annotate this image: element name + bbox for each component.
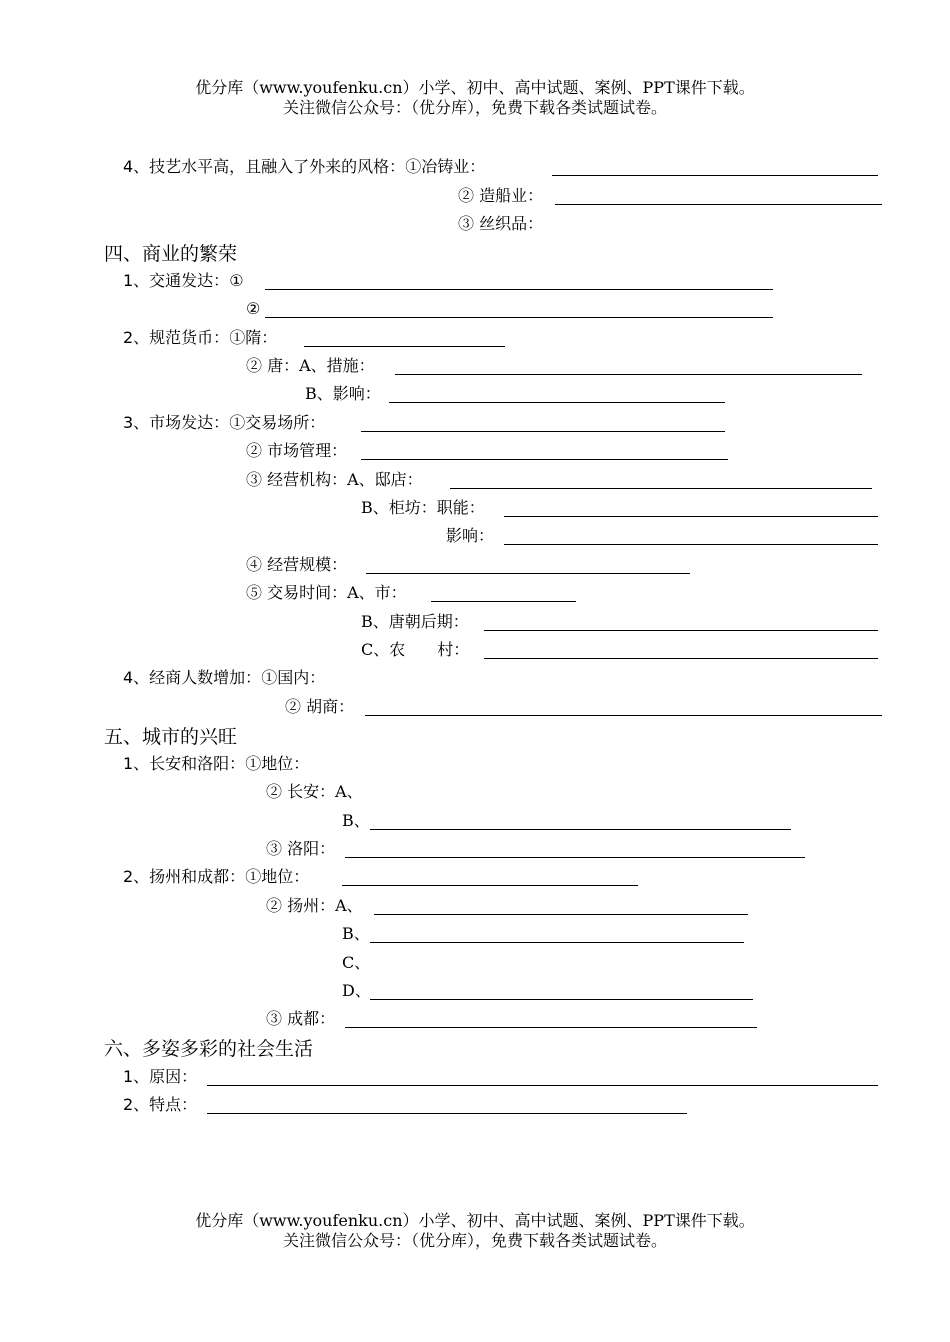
sub-label: B、 [342,811,370,830]
answer-line[interactable] [484,630,878,631]
header-line-2: 关注微信公众号：（优分库），免费下载各类试题试卷。 [282,98,667,117]
sub-label: ①交易场所： [229,413,326,432]
answer-line[interactable] [370,829,791,830]
answer-line[interactable] [265,289,773,290]
answer-line[interactable] [361,459,728,460]
sub-label: ①冶铸业： [405,157,486,176]
sub-label: ② 扬州：A、 [266,896,363,915]
item-label: 4、经商人数增加： [123,668,262,687]
footer-line-1: 优分库（www.youfenku.cn）小学、初中、高中试题、案例、PPT课件下载。 [195,1211,755,1230]
answer-line[interactable] [504,516,878,517]
answer-line[interactable] [450,488,872,489]
sub-label: ③ 经营机构：A、邸店： [246,470,423,489]
answer-line[interactable] [552,175,878,176]
item-4-3 [123,413,325,433]
sub-label: ② 长安：A、 [266,782,363,801]
sub-label: ② 造船业： [458,186,544,205]
item-label: 1、交通发达： [123,271,230,290]
sub-label: 影响： [446,526,495,545]
section-title-6: 六、多姿多彩的社会生活 [104,1038,314,1060]
sub-label: ① [229,271,244,290]
answer-line[interactable] [504,544,878,545]
sub-label: ①地位： [245,867,310,886]
answer-line[interactable] [265,317,773,318]
answer-line[interactable] [370,942,744,943]
item-4-4 [123,668,325,688]
item-6-2: 2、特点： [123,1095,198,1114]
item-6-1: 1、原因： [123,1067,198,1086]
item-label: 1、长安和洛阳： [123,754,246,773]
footer-line-2: 关注微信公众号：（优分库），免费下载各类试题试卷。 [282,1231,667,1250]
item-label: 3、市场发达： [123,413,230,432]
sub-label: B、影响： [305,384,381,403]
answer-line[interactable] [389,402,725,403]
sub-label: ③ 成都： [266,1009,336,1028]
item-s3-4 [123,157,485,177]
sub-label: ② 市场管理： [246,441,348,460]
sub-label: B、唐朝后期： [361,612,469,631]
answer-line[interactable] [374,914,748,915]
sub-label: ④ 经营规模： [246,555,348,574]
answer-line[interactable] [207,1085,878,1086]
header-line-1: 优分库（www.youfenku.cn）小学、初中、高中试题、案例、PPT课件下载。 [195,78,755,97]
answer-line[interactable] [370,999,753,1000]
sub-label: B、柜坊：职能： [361,498,485,517]
item-5-1 [123,754,309,774]
sub-label: C、农 村： [361,640,470,659]
sub-label: ② [246,299,261,318]
section-title-5: 五、城市的兴旺 [104,726,238,748]
item-4-1 [123,271,244,291]
item-label: 2、扬州和成都： [123,867,246,886]
sub-label: ⑤ 交易时间：A、市： [246,583,407,602]
item-label: 2、规范货币： [123,328,230,347]
item-label: 4、技艺水平高，且融入了外来的风格： [123,157,406,176]
answer-line[interactable] [207,1113,687,1114]
answer-line[interactable] [431,601,576,602]
answer-line[interactable] [304,346,505,347]
item-4-2 [123,328,277,348]
item-5-2 [123,867,309,887]
answer-line[interactable] [555,204,882,205]
sub-label: ③ 洛阳： [266,839,336,858]
sub-label: ①国内： [261,668,326,687]
sub-label: ①地位： [245,754,310,773]
answer-line[interactable] [395,374,862,375]
answer-line[interactable] [345,857,805,858]
answer-line[interactable] [345,1027,757,1028]
answer-line[interactable] [366,573,690,574]
sub-label: ①隋： [229,328,278,347]
section-title-4: 四、商业的繁荣 [104,243,238,265]
answer-line[interactable] [342,885,638,886]
sub-label: B、 [342,924,370,943]
sub-label: ③ 丝织品： [458,214,544,233]
sub-label: D、 [342,981,371,1000]
answer-line[interactable] [361,431,725,432]
answer-line[interactable] [365,715,882,716]
answer-line[interactable] [484,658,878,659]
sub-label: C、 [342,953,371,972]
sub-label: ② 唐：A、措施： [246,356,375,375]
sub-label: ② 胡商： [285,697,355,716]
